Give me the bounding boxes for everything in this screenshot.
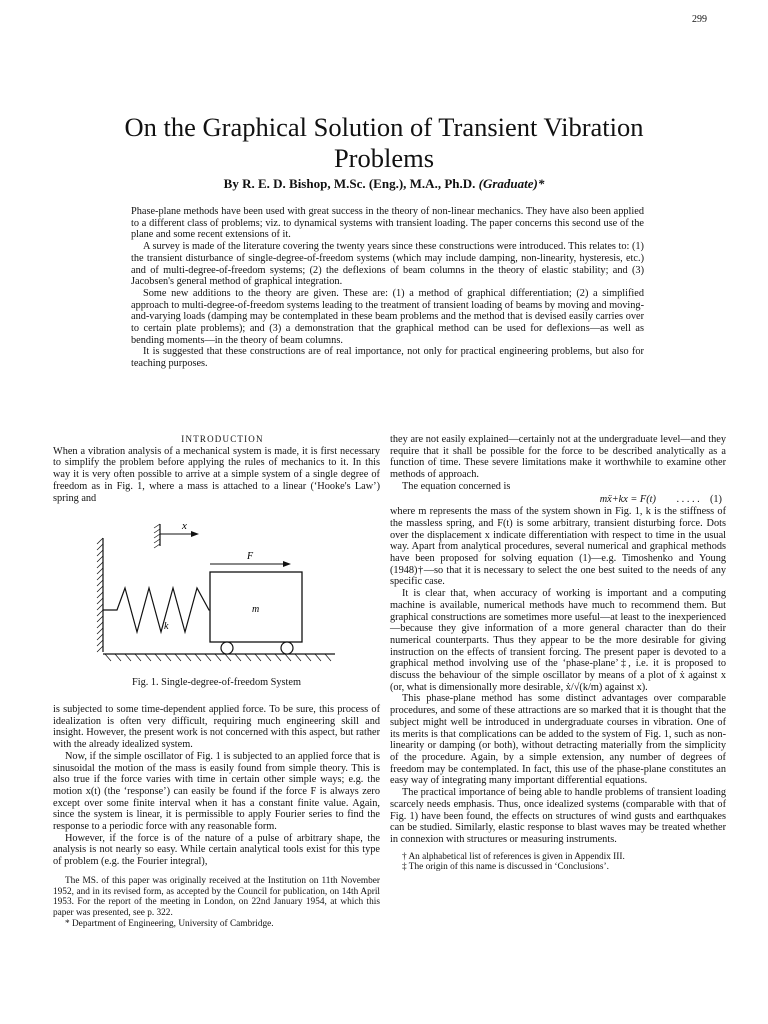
title-line-1: On the Graphical Solution of Transient Vibration	[124, 112, 644, 142]
abstract	[131, 206, 644, 370]
right-paragraph-6: The practical importance of being able to handle problems of transient loading scarcely needs emphasis. Thus, once idealized systems (comparable with that of Fig. 1) have been found, the effects on structures of wind gusts and earthquakes can be studied. Similarly, elastic response to blast waves may be treated whether in connexion with structures or measuring instruments.	[390, 787, 726, 845]
abstract-paragraph-2: A survey is made of the literature covering the twenty years since these constructions were introduced. This relates to: (1) the transient disturbance of single-degree-of-freedom systems (which may include damping, non-linearity, hysteresis, etc.) and of multi-degree-of-freedom systems; (2) the deflexions of beam columns in the theory of elastic stability; and (3) Jacobsen's general method of graphical integration.	[131, 241, 644, 288]
right-column	[390, 434, 726, 873]
right-paragraph-2: The equation concerned is	[402, 480, 511, 492]
displacement-arrowhead	[191, 531, 199, 537]
right-paragraph-5: This phase-plane method has some distinct advantages over comparable procedures, and some of these attractions are so marked that it is thought that the subject might well be introduced in undergraduate courses in vibration. One of its merits is that complications can be added to the system of Fig. 1, such as non-linearity or damping (or both), without detracting materially from the simplicity of the procedure. Again, by a simple extension, any number of degrees of freedom may be contemplated. In fact, this use of the phase-plane constitutes an easy way of integrating many important differential equations.	[390, 693, 726, 787]
right-paragraph-3: where m represents the mass of the system shown in Fig. 1, k is the stiffness of the massless spring, and F(t) is some arbitrary, transient disturbing force. Dots over the displacement x indicate differentiation with respect to time in the usual way. Apart from analytical procedures, several numerical and graphical methods have been proposed for solving equation (1)—e.g. Timoshenko and Young (1948)†—so that it is necessary to select the one best suited to the needs of any specific case.	[390, 506, 726, 588]
label-mass: m	[252, 604, 260, 615]
abstract-paragraph-1: Phase-plane methods have been used with great success in the theory of non-linear mechanics. They have also been applied to a different class of problems; viz. to dynamical systems with transient loading. The paper concerns this second use of the plane and some recent extensions of it.	[131, 206, 644, 241]
section-heading-introduction: INTRODUCTION	[181, 434, 264, 444]
equation-body: mẍ+kx = F(t)	[599, 493, 656, 505]
intro-paragraph-1: When a vibration analysis of a mechanical system is made, it is first necessary to simplify the problem before applying the rules of mechanics to it. In this way it is very often possible to arrive at a simple system of a single degree of freedom as in Fig. 1, where a mass is attached to a linear (‘Hooke's Law’) spring and	[53, 445, 380, 504]
reference-hatching	[154, 524, 160, 548]
wheel-left	[221, 642, 233, 654]
wheel-right	[281, 642, 293, 654]
right-paragraph-4: It is clear that, when accuracy of working is important and a computing machine is available, numerical methods have much to recommend them. But graphical constructions are sometimes more useful—at least to the inexperienced—because they give information of a more general character than do their numerical counterparts. Thus they appear to be the more desirable for giving instruction on the effects of transient forcing. The present paper is devoted to a graphical method involving use of the ‘phase-plane’‡, i.e. it is proposed to discuss the behaviour of the simple oscillator by means of a plot of ẋ against x (or, what is dimensionally more desirable, ẋ/√(k/m) against x).	[390, 588, 726, 693]
label-stiffness: k	[164, 621, 169, 632]
label-x: x	[182, 520, 187, 532]
author-grade: (Graduate)*	[478, 176, 545, 191]
intro-paragraph-3: Now, if the simple oscillator of Fig. 1 is subjected to an applied force that is sinusoidal the motion of the mass is easily found from simple theory. This is also true if the force varies with time in certain other simple ways; e.g. the motion x(t) (the ‘response’) can easily be found if the force F is always zero except over some finite interval when it has a constant finite value. Again, since the system is linear, it is permissible to apply Fourier series to find the response to a periodic force with any reasonable form.	[53, 750, 380, 833]
wall-hatching	[97, 538, 103, 652]
equation-number: (1)	[709, 493, 722, 505]
force-arrowhead	[283, 561, 291, 567]
abstract-paragraph-3: Some new additions to the theory are given. These are: (1) a method of graphical differentiation; (2) a simplified approach to multi-degree-of-freedom systems leading to the treatment of transient loading of beams by moving and moving-and-varying loads (damping may be contemplated in these beam problems and the method that is devised easily carries over to certain plate problems); and (3) a demonstration that the graphical method can be used for deflexions—as well as bending moments—in the theory of beam columns.	[131, 287, 644, 346]
equation-dots: . . . . .	[676, 493, 700, 505]
footnote-manuscript: The MS. of this paper was originally received at the Institution on 11th November 1952, and in its revised form, as accepted by the Council for publication, on 14th April 1953. For the report of the meeting in London, on 22nd January 1954, at which this paper was presented, see p. 322.	[53, 875, 380, 918]
label-force: F	[247, 551, 254, 562]
intro-paragraph-4: However, if the force is of the nature of a pulse of arbitrary shape, the analysis is not nearly so easy. While certain analytical tools exist for this type of problem (e.g. the Fourier integral),	[53, 832, 380, 868]
title-line-2: Problems	[333, 143, 435, 173]
spring	[103, 588, 210, 632]
right-footnotes	[390, 852, 726, 873]
paper-title	[0, 112, 768, 174]
author-name: By R. E. D. Bishop, M.Sc. (Eng.), M.A., Ph.D.	[223, 176, 476, 191]
abstract-paragraph-4: It is suggested that these constructions are of real importance, not only for practical engineering problems, but also for teaching purposes.	[131, 346, 644, 370]
footnote-affiliation: * Department of Engineering, University of Cambridge.	[65, 918, 274, 929]
footnote-phase-plane-origin: ‡ The origin of this name is discussed in ‘Conclusions’.	[402, 862, 609, 873]
left-footnotes	[53, 876, 380, 930]
equation-1	[390, 494, 726, 506]
page-number: 299	[692, 14, 707, 25]
byline	[0, 176, 768, 192]
right-paragraph-1: they are not easily explained—certainly not at the undergraduate level—and they require that it shall be possible for the force to be described analytically as a function of time. These severe limitations make it worthwhile to examine other methods of approach.	[390, 434, 726, 481]
figure-caption: Fig. 1. Single-degree-of-freedom System	[132, 677, 301, 688]
left-column-bottom	[53, 704, 380, 929]
footnote-references: † An alphabetical list of references is given in Appendix III.	[402, 851, 625, 862]
ground-hatching	[105, 654, 331, 661]
intro-paragraph-2: is subjected to some time-dependent applied force. To be sure, this process of idealization is often very difficult, requiring much engineering skill and insight. However, the present work is not concerned with this aspect, but rather with the already idealized system.	[53, 704, 380, 751]
left-column-top	[53, 434, 380, 504]
figure-1-diagram	[95, 520, 340, 670]
